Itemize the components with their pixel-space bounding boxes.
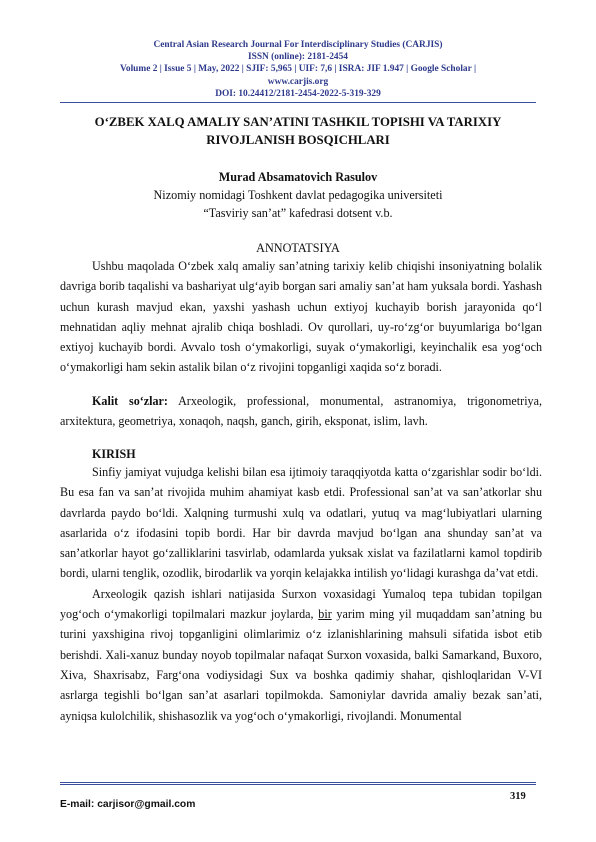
title-line-1: O‘ZBEK XALQ AMALIY SAN’ATINI TASHKIL TOPISHI VA TARIXIY xyxy=(94,115,502,129)
introduction-heading: KIRISH xyxy=(92,447,136,461)
intro-p2-end: yarim ming yil muqaddam san’atning bu turini yaxshigina rivoj topganligini olimlarimiz o‘z izlanishlarining mahsuli sifatida isbot etib berishdi. Xali-xanuz bunday noyob topilmalar nafaqat Surxon voxasida, balki Samarkand, Buxoro, Xiva, Shaxrisabz, Farg‘ona vodiysidagi Sux va boshka qadimiy shahar, qishloqlaridan V-VI asrlarga tegishli bo‘lgan san’at asarlari topilmokda. Samoniylar davrida amaliy bezak san’ati, ayniqsa kulolchilik, shishasozlik va yog‘och o‘ymakorligi, rivojlandi. Monumental xyxy=(60,607,542,723)
intro-paragraph-1: Sinfiy jamiyat vujudga kelishi bilan esa ijtimoiy taraqqiyotda katta o‘zgarishlar sodir bo‘ldi. Bu esa fan va san’at rivojida muhim ahamiyat kasb etdi. Professional san’at va san’atkorlar shu davrlarda paydo bo‘ldi. Xalqning turmushi xulq va odatlari, yutuq va mag‘lubiyatlari ularning asarlarida o‘z ifodasini topib bordi. Har bir davrda mavjud bo‘lgan ana shunday san’at va san’atkorlar hayot go‘zalliklarini tasvirlab, odamlarda yuksak xislat va fazilatlarni kamol topdirib bordi, ularni tenglik, ozodlik, birodarlik va yorqin kelajakka intilish yo‘lidagi kurashga da’vat etdi. xyxy=(60,465,542,581)
header-divider xyxy=(60,102,536,103)
affiliation-department: “Tasviriy san’at” kafedrasi dotsent v.b. xyxy=(203,206,393,220)
footer-divider xyxy=(60,782,536,783)
footer-email: E-mail: carjisor@gmail.com xyxy=(60,799,196,810)
abstract-heading: ANNOTATSIYA xyxy=(256,241,340,255)
intro-p2-start: Arxeologik qazish ishlari natijasida Surxon voxasidagi Yumaloq tepa tubidan topilgan yog‘och o‘ymakorligi topilmalari mazkur joylarda, xyxy=(60,586,542,622)
journal-website: www.carjis.org xyxy=(267,76,329,87)
keywords-label: Kalit so‘zlar: xyxy=(92,394,168,408)
page-number: 319 xyxy=(510,791,526,802)
keywords-paragraph xyxy=(60,391,542,432)
article-title xyxy=(60,114,536,149)
abstract-text: Ushbu maqolada O‘zbek xalq amaliy san’atning tarixiy kelib chiqishi insoniyatning bolalik davriga borib taqalishi va bashariyat ulg‘ayib borgan sari amaliy san’at ham yuksala bordi. Yashash uchun kurash mavjud ekan, yaxshi yashash uchun extiyoj kuchayib borish jarayonida qo‘l mehnatidan aqliy mehnat ajralib chiqa boshladi. Ov qurollari, uy-ro‘zg‘or buyumlariga bo‘lgan extiyoj kuchayib bordi. Avvalo tosh o‘ymakorligi, suyak o‘ymakorligi, keyinchalik esa yog‘och o‘ymakorligi ham sekin astalik bilan o‘z rivojini topganligi xaqida so‘z boradi. xyxy=(60,259,542,375)
journal-volume-info: Volume 2 | Issue 5 | May, 2022 | SJIF: 5,965 | UIF: 7,6 | ISRA: JIF 1.947 | Google Scholar | xyxy=(119,64,477,75)
introduction-section xyxy=(60,462,542,726)
journal-name: Central Asian Research Journal For Interdisciplinary Studies (CARJIS) xyxy=(153,40,443,50)
footer-divider-secondary xyxy=(60,784,536,785)
affiliation-university: Nizomiy nomidagi Toshkent davlat pedagogika universiteti xyxy=(153,188,443,202)
intro-p2-underlined: bir xyxy=(318,607,332,622)
keywords-list: Arxeologik, professional, monumental, astranomiya, trigonometriya, arxitektura, geometriya, xonaqoh, naqsh, ganch, girih, eksponat, islim, lavh. xyxy=(60,394,542,429)
article-doi: DOI: 10.24412/2181-2454-2022-5-319-329 xyxy=(215,88,381,99)
title-line-2: RIVOJLANISH BOSQICHLARI xyxy=(206,132,390,147)
journal-issn: ISSN (online): 2181-2454 xyxy=(247,52,348,63)
keywords-section xyxy=(60,391,542,432)
abstract-section xyxy=(60,256,542,378)
author-name: Murad Absamatovich Rasulov xyxy=(218,170,378,184)
journal-header xyxy=(60,39,536,103)
author-affiliation xyxy=(60,186,536,222)
intro-paragraph-2 xyxy=(60,584,542,726)
